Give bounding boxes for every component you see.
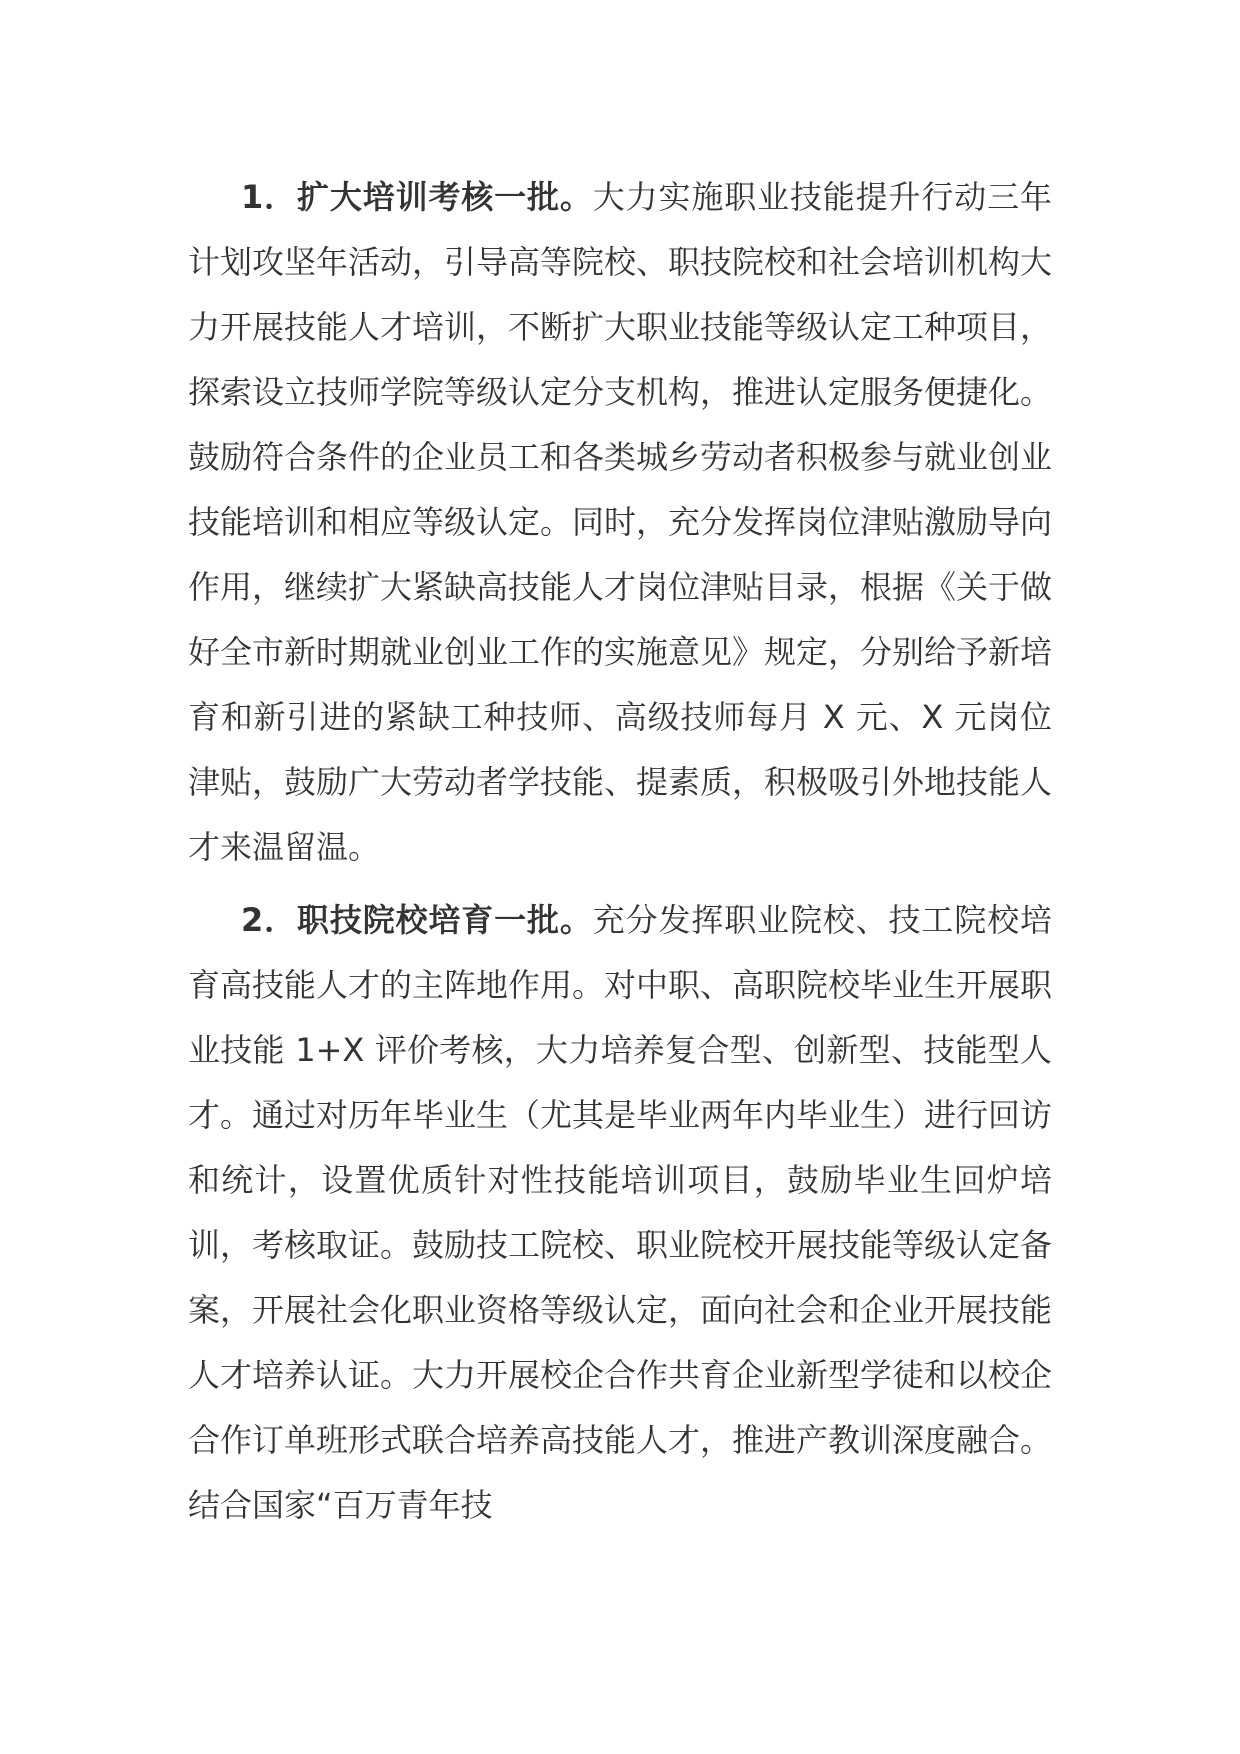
paragraph-1 bbox=[188, 165, 1052, 880]
paragraph-2-heading: 2．职技院校培育一批。 bbox=[241, 901, 593, 939]
paragraph-2-text: 充分发挥职业院校、技工院校培育高技能人才的主阵地作用。对中职、高职院校毕业生开展职业技能 1+X 评价考核，大力培养复合型、创新型、技能型人才。通过对历年毕业生（尤其是毕业两年内毕业生）进行回访和统计，设置优质针对性技能培训项目，鼓励毕业生回炉培训，考核取证。鼓励技工院校、职业院校开展技能等级认定备案，开展社会化职业资格等级认定，面向社会和企业开展技能人才培养认证。大力开展校企合作共育企业新型学徒和以校企合作订单班形式联合培养高技能人才，推进产教训深度融合。结合国家“百万青年技 bbox=[188, 901, 1053, 1524]
paragraph-1-text: 大力实施职业技能提升行动三年计划攻坚年活动，引导高等院校、职技院校和社会培训机构大力开展技能人才培训，不断扩大职业技能等级认定工种项目，探索设立技师学院等级认定分支机构，推进认定服务便捷化。鼓励符合条件的企业员工和各类城乡劳动者积极参与就业创业技能培训和相应等级认定。同时，充分发挥岗位津贴激励导向作用，继续扩大紧缺高技能人才岗位津贴目录，根据《关于做好全市新时期就业创业工作的实施意见》规定，分别给予新培育和新引进的紧缺工种技师、高级技师每月 X 元、X 元岗位津贴，鼓励广大劳动者学技能、提素质，积极吸引外地技能人才来温留温。 bbox=[188, 178, 1053, 866]
paragraph-2 bbox=[188, 888, 1052, 1538]
document-body bbox=[188, 165, 1052, 1546]
paragraph-1-heading: 1．扩大培训考核一批。 bbox=[241, 178, 593, 216]
